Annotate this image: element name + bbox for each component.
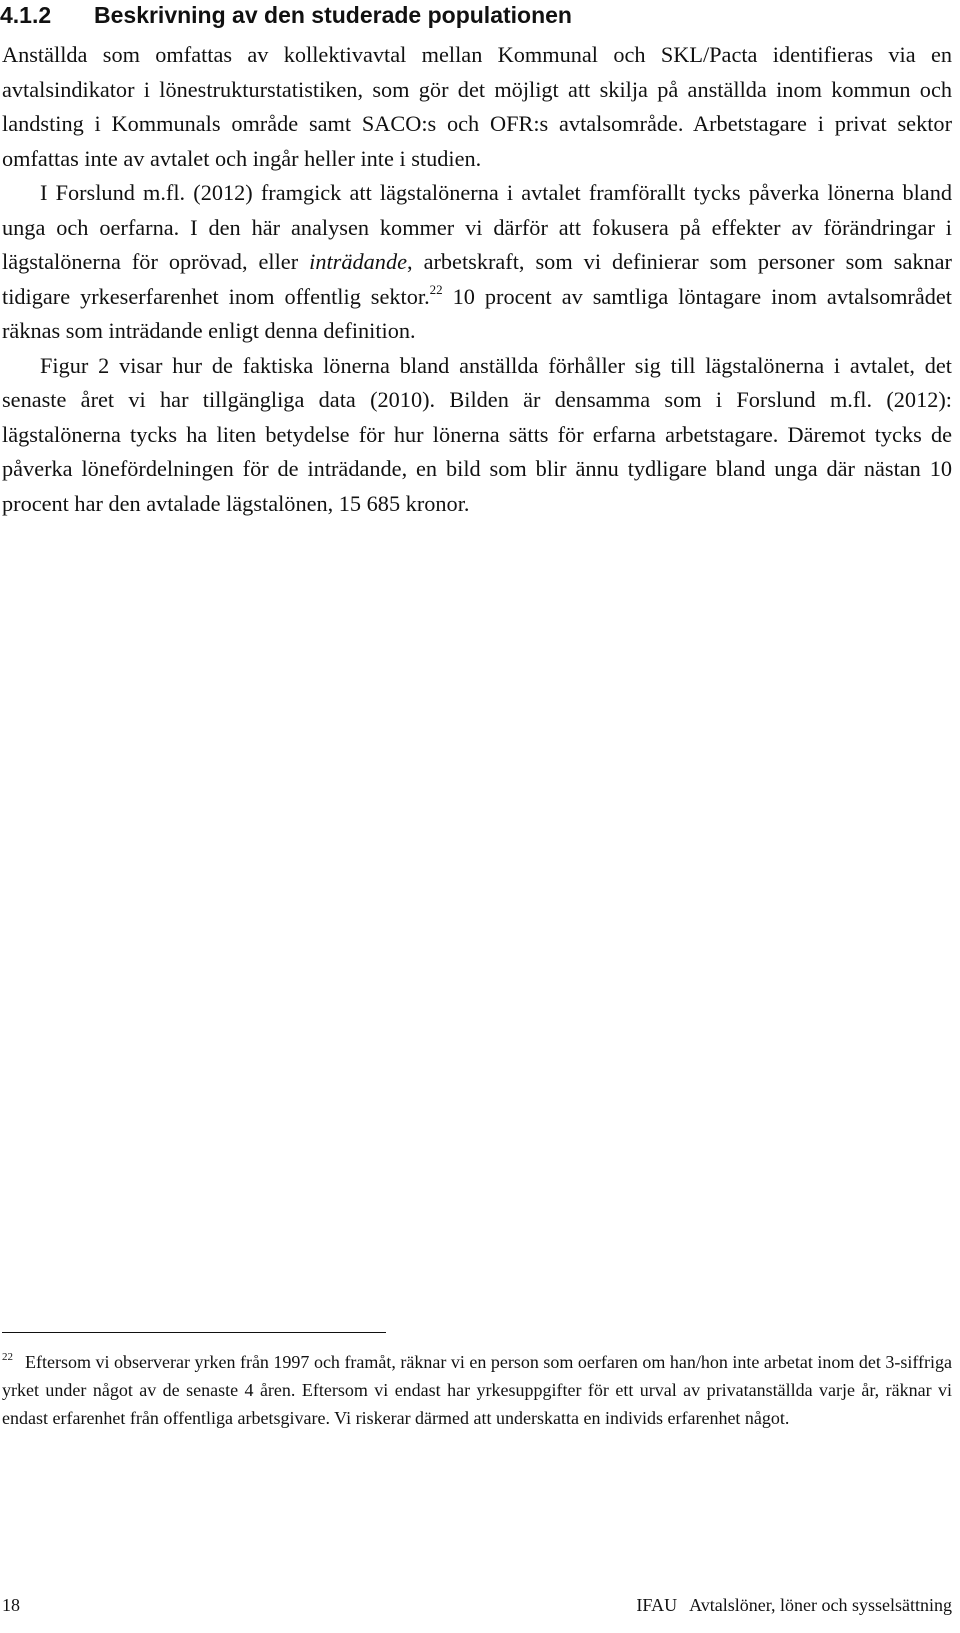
page-footer xyxy=(2,1590,952,1620)
paragraph-3: Figur 2 visar hur de faktiska lönerna bland anställda förhåller sig till lägstalönerna i avtalet, det senaste året vi har tillgängliga data (2010). Bilden är densamma som i Forslund m.fl. (2012): lägstalönerna tycks ha liten betydelse för hur lönerna sätts för erfarna arbetstagare. Däremot tycks de påverka lönefördelningen för de inträdande, en bild som blir ännu tydligare bland unga där nästan 10 procent har den avtalade lägstalönen, 15 685 kronor. xyxy=(2,352,952,516)
section-title: Beskrivning av den studerade populationen xyxy=(94,2,572,28)
footer-title: Avtalslöner, löner och sysselsättning xyxy=(689,1595,952,1615)
footnote-text: Eftersom vi observerar yrken från 1997 och framåt, räknar vi en person som oerfaren om han/hon inte arbetat inom det 3-siffriga yrket under något av de senaste 4 åren. Eftersom vi endast har yrkesuppgifter för ett urval av privatanställda varje år, räknar vi endast erfarenhet från offentliga arbetsgivare. Vi riskerar därmed att underskatta en individs erfarenhet något. xyxy=(2,1352,952,1428)
footnote-number: 22 xyxy=(2,1351,13,1363)
paragraph-2-part-a: I Forslund m.fl. (2012) framgick att lägstalönerna i avtalet framförallt tycks påverka lönerna bland unga och oerfarna. I den här analysen kommer vi därför att fokusera på effekter av förändringar i lägstalönerna för oprövad, eller xyxy=(2,180,952,274)
paragraph-2-part-b: , arbetskraft, som vi definierar som personer som saknar tidigare yrkeserfarenhet inom offentlig sektor. xyxy=(2,249,952,309)
running-title xyxy=(636,1590,952,1620)
footnote xyxy=(2,1348,952,1432)
section-heading xyxy=(0,0,950,30)
paragraph-2-emphasis: inträdande xyxy=(309,249,407,274)
body-text xyxy=(2,38,952,521)
page-number: 18 xyxy=(2,1595,20,1615)
paragraph-1: Anställda som omfattas av kollektivavtal mellan Kommunal och SKL/Pacta identifieras via en avtalsindikator i lönestrukturstatistiken, som gör det möjligt att skilja på anställda inom kommun och landsting i Kommunals område samt SACO:s och OFR:s avtalsområde. Arbetstagare i privat sektor omfattas inte av avtalet och ingår heller inte i studien. xyxy=(2,42,952,171)
paragraph-2 xyxy=(2,176,952,349)
footnote-divider xyxy=(2,1332,386,1333)
section-number: 4.1.2 xyxy=(0,2,52,28)
footer-org: IFAU xyxy=(636,1595,678,1615)
footnote-reference[interactable]: 22 xyxy=(429,281,443,297)
paragraph-2-part-c: 10 procent av samtliga löntagare inom avtalsområdet räknas som inträdande enligt denna definition. xyxy=(2,283,952,343)
